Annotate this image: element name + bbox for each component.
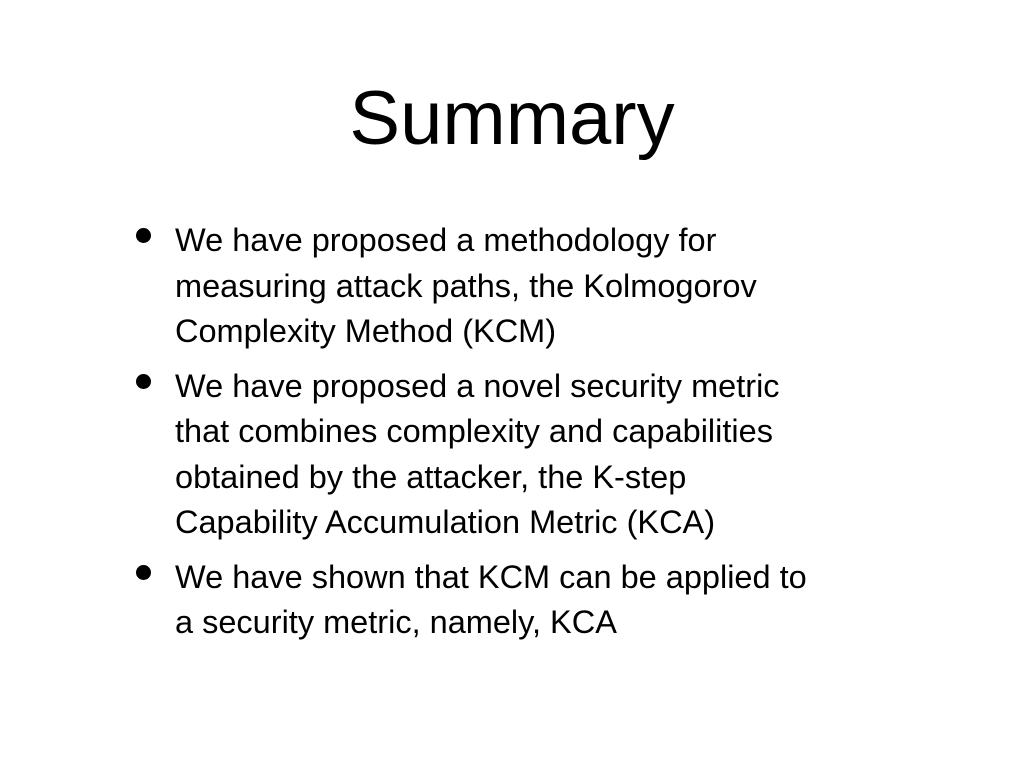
bullet-text <box>175 555 925 646</box>
bullet-item <box>125 364 925 546</box>
slide-title: Summary <box>349 76 675 161</box>
bullet-line: that combines complexity and capabilities <box>175 413 773 449</box>
bullet-line: obtained by the attacker, the K-step <box>175 458 687 495</box>
bullet-line: We have shown that KCM can be applied to <box>175 558 807 595</box>
bullet-text <box>175 364 925 546</box>
bullet-line: Complexity Method (KCM) <box>175 313 557 349</box>
bullet-text <box>175 218 925 355</box>
bullet-item <box>125 218 925 355</box>
bullet-line: measuring attack paths, the Kolmogorov <box>175 267 757 304</box>
bullet-dot-icon <box>136 565 151 580</box>
bullet-line: a security metric, namely, KCA <box>175 604 617 640</box>
bullet-list <box>125 218 925 655</box>
bullet-line: Capability Accumulation Metric (KCA) <box>175 504 716 540</box>
bullet-line: We have proposed a novel security metric <box>175 367 780 404</box>
bullet-dot-icon <box>136 374 151 389</box>
bullet-line: We have proposed a methodology for <box>175 222 717 258</box>
bullet-item <box>125 555 925 646</box>
bullet-dot-icon <box>136 228 151 243</box>
